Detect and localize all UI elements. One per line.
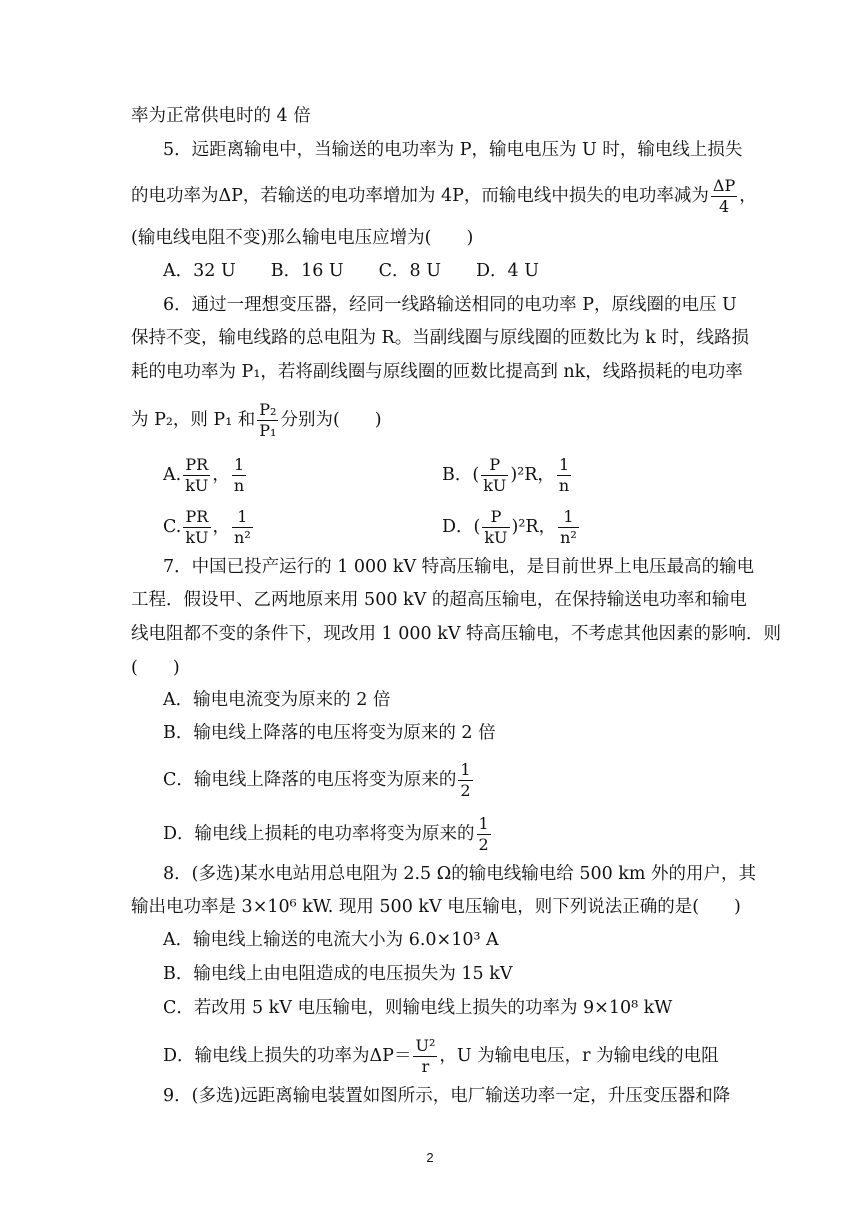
fraction: $\frac{\Delta P}{4}$ [712,176,736,216]
question-5-line: 的电功率为ΔP，若输送的电功率增加为 4P，而输电线中损失的电功率减为 $\frac{\Delta P}{4}$ ， [131,176,757,216]
fraction: $\frac{\text{U²}}{r}$ [415,1036,436,1076]
question-6-option-b: B．( $\frac{P}{kU}$ )²R， $\frac{1}{n}$ [442,455,570,495]
question-6-option-d: D．( $\frac{P}{kU}$ )²R， $\frac{1}{\text{n²}}$ [442,507,577,547]
question-8-option-b: B．输电线上由电阻造成的电压损失为 15 kV [163,964,513,984]
question-8-line: 输出电功率是 3×10⁶ kW. 现用 500 kV 电压输电，则下列说法正确的是( ) [131,897,741,917]
question-6-line: 为 P₂，则 P₁ 和 $\frac{\text{P₂}}{\text{P₁}}$ 分别为( ) [131,400,382,440]
question-6-option-a: A. $\frac{PR}{kU}$ ， $\frac{1}{n}$ [163,455,245,495]
question-7-line: 工程．假设甲、乙两地原来用 500 kV 的超高压输电，在保持输送电功率和输电 [131,590,747,610]
question-8-option-d: D．输电线上损失的功率为ΔP＝ $\frac{\text{U²}}{r}$ ，U 为输电电压，r 为输电线的电阻 [163,1036,719,1076]
fraction: $\frac{\text{P₂}}{\text{P₁}}$ [259,400,277,440]
page-number: 2 [426,1150,434,1165]
fraction: $\frac{1}{2}$ [478,814,489,854]
question-9-line: 9．(多选)远距离输电装置如图所示，电厂输送功率一定，升压变压器和降 [163,1086,731,1106]
question-8-option-a: A．输电线上输送的电流大小为 6.0×10³ A [163,930,499,950]
question-6-option-c: C. $\frac{PR}{kU}$ ， $\frac{1}{\text{n²}}$ [163,507,251,547]
question-7-option-d: D．输电线上损耗的电功率将变为原来的 $\frac{1}{2}$ [163,814,489,854]
question-5-options: A．32 U B．16 U C．8 U D．4 U [163,261,539,281]
question-8-option-c: C．若改用 5 kV 电压输电，则输电线上损失的功率为 9×10⁸ kW [163,998,673,1018]
question-8-line: 8．(多选)某水电站用总电阻为 2.5 Ω的输电线输电给 500 km 外的用户，其 [163,864,757,884]
question-6-line: 耗的电功率为 P₁，若将副线圈与原线圈的匝数比提高到 nk，线路损耗的电功率 [131,362,743,382]
question-5-line: (输电线电阻不变)那么输电电压应增为( ) [131,228,474,248]
question-7-line: 线电阻都不变的条件下，现改用 1 000 kV 特高压输电，不考虑其他因素的影响．则 [131,624,782,644]
question-7-option-a: A．输电电流变为原来的 2 倍 [163,690,391,710]
question-6-line: 6．通过一理想变压器，经同一线路输送相同的电功率 P，原线圈的电压 U [163,295,737,315]
text-line: 率为正常供电时的 4 倍 [131,106,311,126]
question-5-line: 5．远距离输电中，当输送的电功率为 P，输电电压为 U 时，输电线上损失 [163,140,743,160]
question-7-option-c: C．输电线上降落的电压将变为原来的 $\frac{1}{2}$ [163,760,471,800]
question-7-option-b: B．输电线上降落的电压将变为原来的 2 倍 [163,723,496,743]
question-7-line: 7．中国已投产运行的 1 000 kV 特高压输电，是目前世界上电压最高的输电 [163,557,755,577]
question-7-line: ( ) [131,658,180,678]
question-6-line: 保持不变，输电线路的总电阻为 R。当副线圈与原线圈的匝数比为 k 时，线路损 [131,328,749,348]
fraction: $\frac{1}{2}$ [460,760,471,800]
